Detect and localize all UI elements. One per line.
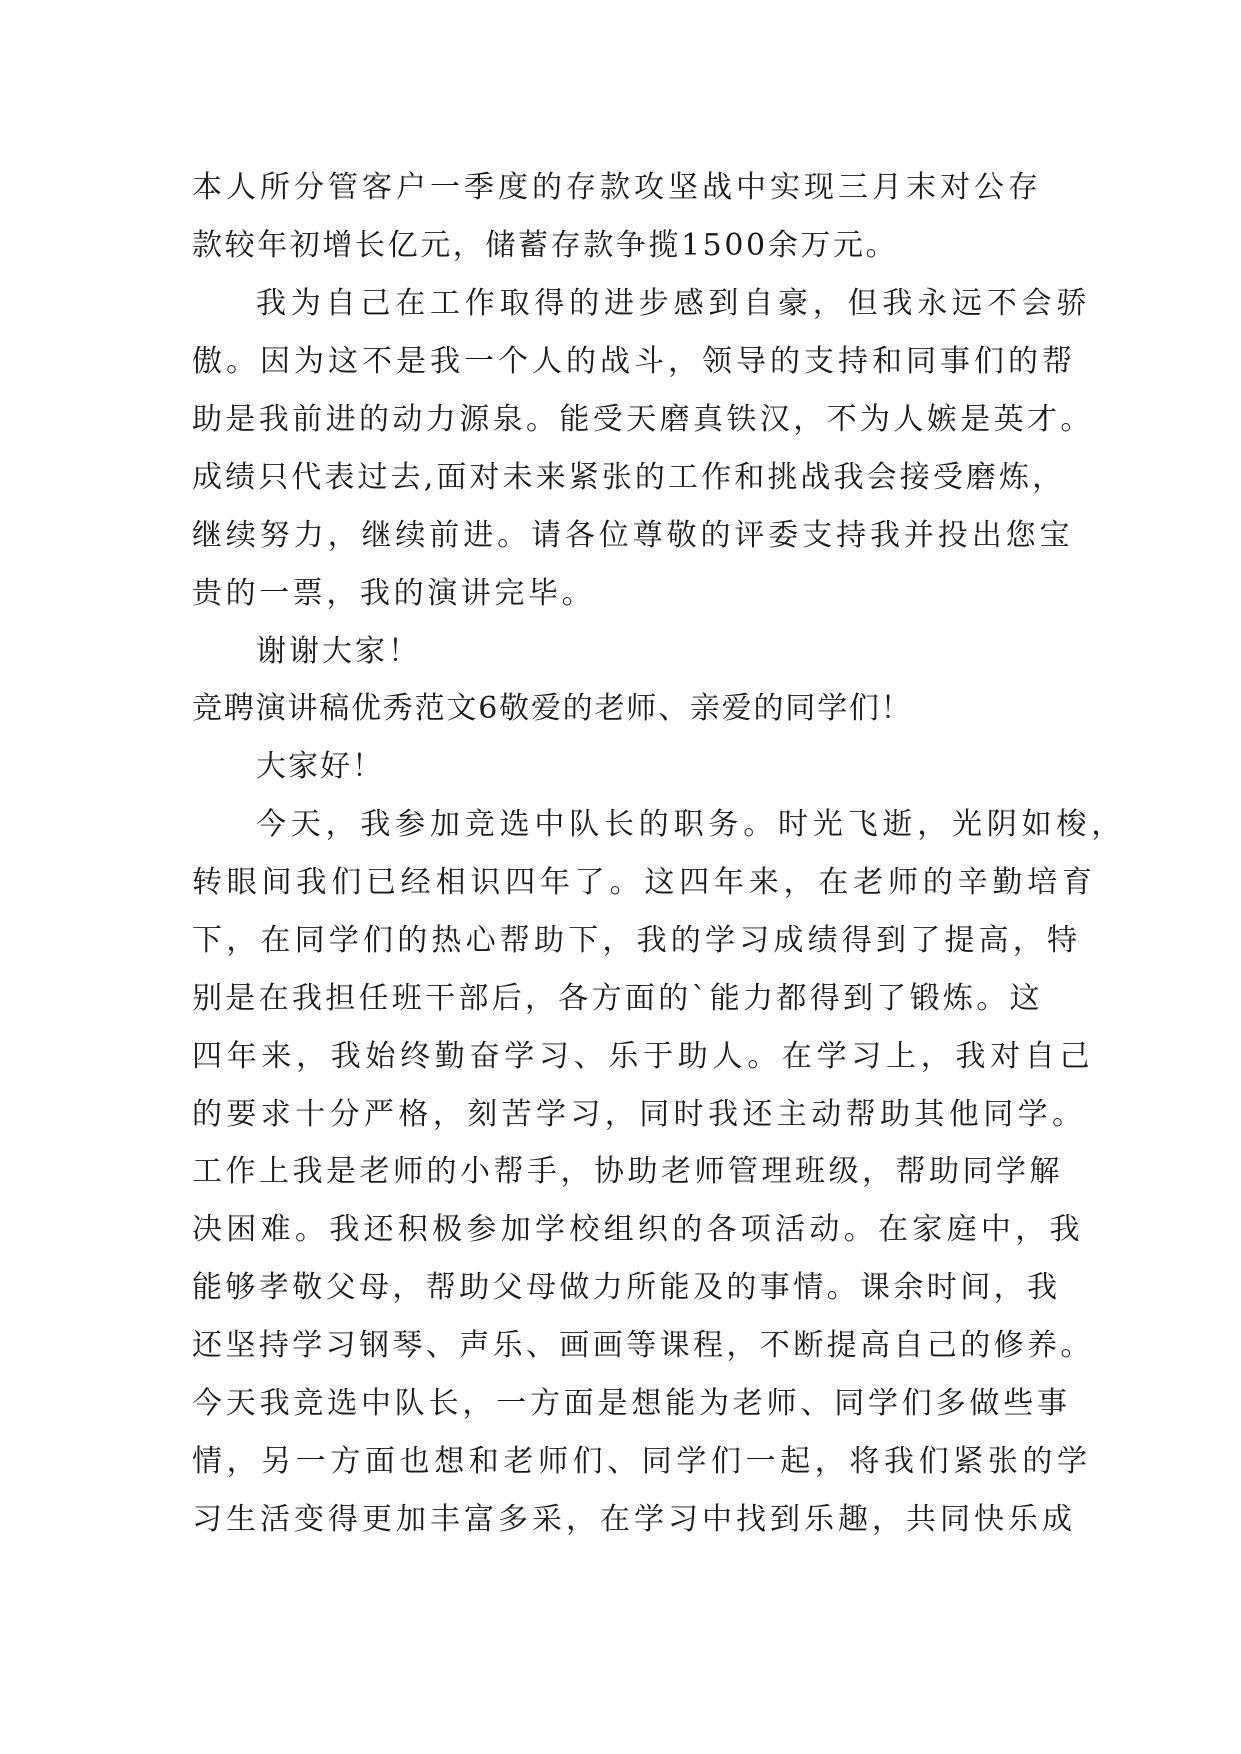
text-line: 情，另一方面也想和老师们、同学们一起，将我们紧张的学 bbox=[192, 1444, 1092, 1479]
text-line: 的要求十分严格，刻苦学习，同时我还主动帮助其他同学。 bbox=[192, 1097, 1087, 1132]
text-line: 成绩只代表过去,面对未来紧张的工作和挑战我会接受磨炼， bbox=[192, 460, 1066, 495]
paragraph-first-line: 今天，我参加竞选中队长的职务。时光飞逝，光阴如梭， bbox=[256, 807, 1126, 842]
text-line: 别是在我担任班干部后，各方面的`能力都得到了锻炼。这 bbox=[192, 981, 1043, 1016]
text-line: 能够孝敬父母，帮助父母做力所能及的事情。课余时间，我 bbox=[192, 1270, 1061, 1305]
text-line: 决困难。我还积极参加学校组织的各项活动。在家庭中，我 bbox=[192, 1212, 1084, 1247]
text-line: 本人所分管客户一季度的存款攻坚战中实现三月末对公存 bbox=[192, 170, 1042, 205]
text-line: 助是我前进的动力源泉。能受天磨真铁汉，不为人嫉是英才。 bbox=[192, 402, 1094, 437]
text-line: 傲。因为这不是我一个人的战斗，领导的支持和同事们的帮 bbox=[192, 344, 1076, 379]
text-line: 继续努力，继续前进。请各位尊敬的评委支持我并投出您宝 bbox=[192, 518, 1074, 553]
text-line: 还坚持学习钢琴、声乐、画画等课程，不断提高自己的修养。 bbox=[192, 1328, 1094, 1363]
text-line: 款较年初增长亿元，储蓄存款争揽1500余万元。 bbox=[192, 228, 899, 263]
text-line: 工作上我是老师的小帮手，协助老师管理班级，帮助同学解 bbox=[192, 1154, 1063, 1189]
section-heading: 竞聘演讲稿优秀范文6敬爱的老师、亲爱的同学们！ bbox=[192, 691, 913, 726]
closing-thanks: 谢谢大家！ bbox=[256, 634, 421, 669]
text-line: 转眼间我们已经相识四年了。这四年来，在老师的辛勤培育 bbox=[192, 865, 1097, 900]
text-line: 下，在同学们的热心帮助下，我的学习成绩得到了提高，特 bbox=[192, 923, 1082, 958]
text-line: 四年来，我始终勤奋学习、乐于助人。在学习上，我对自己 bbox=[192, 1039, 1095, 1074]
text-line: 贵的一票，我的演讲完毕。 bbox=[192, 576, 596, 611]
greeting: 大家好！ bbox=[256, 749, 384, 784]
text-line: 习生活变得更加丰富多采，在学习中找到乐趣，共同快乐成 bbox=[192, 1502, 1076, 1537]
paragraph-first-line: 我为自己在工作取得的进步感到自豪，但我永远不会骄 bbox=[256, 286, 1092, 321]
text-line: 今天我竞选中队长，一方面是想能为老师、同学们多做些事 bbox=[192, 1386, 1071, 1421]
